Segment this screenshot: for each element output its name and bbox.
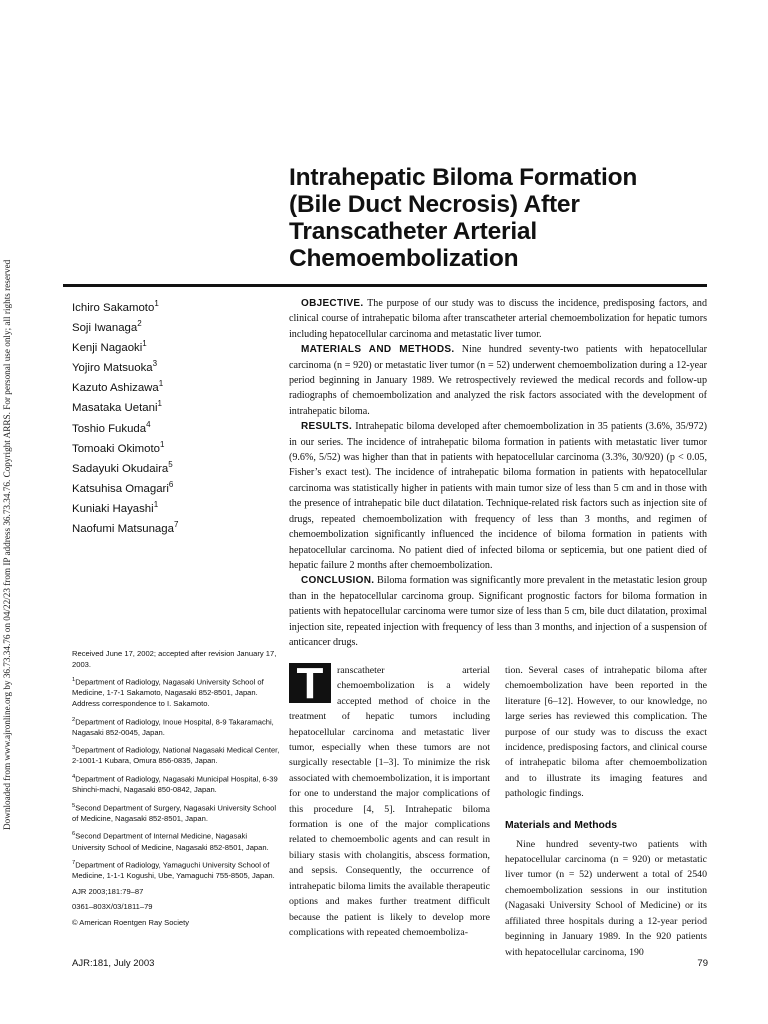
affiliation: $^1$Department of Radiology, Nagasaki University School of Medicine, 1-7-1 Sakamoto, Nagasaki 852-8501, Japan. Address correspondence to I. Sakamoto. (72, 677, 264, 708)
article-title (289, 164, 729, 272)
received-dates: Received June 17, 2002; accepted after revision January 17, 2003. (72, 649, 277, 669)
affiliation: $^5$Second Department of Surgery, Nagasaki University School of Medicine, Nagasaki 852-8501, Japan. (72, 802, 277, 823)
download-watermark-note: Downloaded from www.ajronline.org by 36.73.34.76 on 04/22/23 from IP address 36.73.34.76. Copyright ARRS. For personal use only; all rights reserved (2, 259, 12, 830)
author: Tomoaki Okimoto$^1$ (72, 439, 165, 455)
author: Naofumi Matsunaga$^7$ (72, 520, 179, 535)
author: Sadayuki Okudaira$^5$ (72, 459, 173, 475)
title-line: Intrahepatic Biloma Formation (289, 164, 638, 191)
body-column-1 (289, 659, 490, 940)
section-heading: Materials and Methods (505, 819, 618, 831)
author: Soji Iwanaga$^2$ (72, 319, 142, 334)
intro-paragraph: T ranscatheter arterial chemoembolization is a widely accepted method of choice in the treatment of hepatic tumors including hepatocellular carcinoma and metastatic liver tumor, especially when these tumors are not surgically resectable [1–3]. To minimize the risk associated with chemoembolization, it is important for one to understand the major complications of this procedure [4, 5]. Intrahepatic biloma formation is one of the major complications related to chemoembolic agents and can result in biliary stasis with cholangitis, abscess formation, and sepsis. Consequently, the occurrence of intrahepatic biloma limits the available therapeutic options and makes further treatment difficult because the patient is likely to develop more complications with repeated chemoemboliza- (289, 659, 490, 938)
author: Kuniaki Hayashi$^1$ (72, 499, 159, 515)
page-number: 79 (697, 958, 708, 969)
body-column-2 (505, 663, 707, 960)
abstract-results: RESULTS. Intrahepatic biloma developed after chemoembolization in 35 patients (3.6%, 35/972) in our series. The incidence of intrahepatic biloma formation in patients with metastatic liver tumor (9.6%, 5/52) was higher than that in patients with hepatocellular carcinoma (3.3%, 30/920) (p < 0.05, Fisher’s exact test). The incidence of intrahepatic biloma formation in patients with hepatocellular carcinoma was statistically higher in patients with main tumor size of less than 5 cm and in those with the presence of intrahepatic bile duct dilatation. Technique-related risk factors such as injection site of drugs, repeated chemoembolization with frequency of less than 3 months, and regimen of chemoembolization significantly influenced the incidence of biloma formation in patients with hepatocellular carcinoma. No patient died of infected biloma or septicemia, but one patient died of hepatic failure 2 months after chemoembolization. (289, 421, 707, 571)
abstract-methods: MATERIALS AND METHODS. Nine hundred seventy-two patients with hepatocellular carcinoma (n = 920) or metastatic liver tumor (n = 52) underwent chemoembolization during a 12-year period beginning in January 1989. We retrospectively reviewed the medical records and follow-up radiographs of chemoembolization and analyzed the risk factors associated with the development of intrahepatic biloma. (289, 344, 707, 417)
header-divider (63, 284, 707, 287)
title-line: Transcatheter Arterial (289, 218, 537, 245)
journal-footer: AJR:181, July 2003 (72, 958, 155, 969)
abstract-objective: OBJECTIVE. The purpose of our study was to discuss the incidence, predisposing factors, and clinical course of intrahepatic biloma after transcatheter arterial chemoembolization for hepatic tumors including hepatocellular carcinoma and metastatic liver tumor. (289, 298, 707, 340)
copyright: © American Roentgen Ray Society (72, 918, 190, 927)
author: Toshio Fukuda$^4$ (72, 419, 151, 435)
methods-paragraph: Nine hundred seventy-two patients with hepatocellular carcinoma (n = 920) or metastatic liver tumor (n = 52) underwent a total of 2540 chemoembolization sessions in our institution (Nagasaki University School of Medicine) or its affiliated three hospitals during a 12-year period beginning in January 1989. In the 920 patients with hepatocellular carcinoma, 190 (505, 838, 707, 958)
title-line: Chemoembolization (289, 245, 519, 272)
drop-cap: T (289, 663, 331, 703)
affiliation: $^6$Second Department of Internal Medicine, Nagasaki University School of Medicine, Nagasaki 852-8501, Japan. (72, 831, 269, 852)
author: Ichiro Sakamoto$^1$ (72, 299, 159, 314)
title-line: (Bile Duct Necrosis) After (289, 191, 580, 218)
affiliation: $^3$Department of Radiology, National Nagasaki Medical Center, 2-1001-1 Kubara, Omura 856-0835, Japan. (72, 745, 280, 766)
author: Kazuto Ashizawa$^1$ (72, 379, 164, 395)
issn: 0361–803X/03/1811–79 (72, 902, 153, 912)
author: Kenji Nagaoki$^1$ (72, 339, 147, 354)
affiliations-block (72, 649, 282, 934)
author: Yojiro Matsuoka$^3$ (72, 359, 158, 375)
citation: AJR 2003;181:79–87 (72, 886, 144, 896)
author: Masataka Uetani$^1$ (72, 399, 162, 415)
author: Katsuhisa Omagari$^6$ (72, 479, 174, 495)
affiliation: $^4$Department of Radiology, Nagasaki Municipal Hospital, 6-39 Shinchi-machi, Nagasaki 850-0842, Japan. (72, 773, 278, 795)
abstract-conclusion: CONCLUSION. Biloma formation was significantly more prevalent in the metastatic lesion group than in the hepatocellular carcinoma group. Significant prognostic factors for biloma formation in patients with hepatocellular carcinoma were tumor size of less than 5 cm, bile duct dilatation, proximal injection site, repeated injection with frequency of less than 3 months, and injection of a suspension of anticancer drugs. (289, 575, 707, 648)
affiliation: $^7$Department of Radiology, Yamaguchi University School of Medicine, 1-1-1 Kogushi, Ube, Yamaguchi 755-8505, Japan. (72, 860, 275, 881)
author-list (72, 296, 272, 537)
abstract (289, 296, 707, 650)
affiliation: $^2$Department of Radiology, Inoue Hospital, 8-9 Takaramachi, Nagasaki 852-0045, Japan. (72, 716, 274, 737)
intro-paragraph-continued: tion. Several cases of intrahepatic biloma after chemoembolization have been reported in the literature [6–12]. However, to our knowledge, no large series has reviewed this complication. The purpose of our study was to discuss the exact incidence, predisposing factors, and clinical course of intrahepatic biloma after chemoembolization and to illustrate its imaging features and pathologic findings. (505, 665, 707, 800)
